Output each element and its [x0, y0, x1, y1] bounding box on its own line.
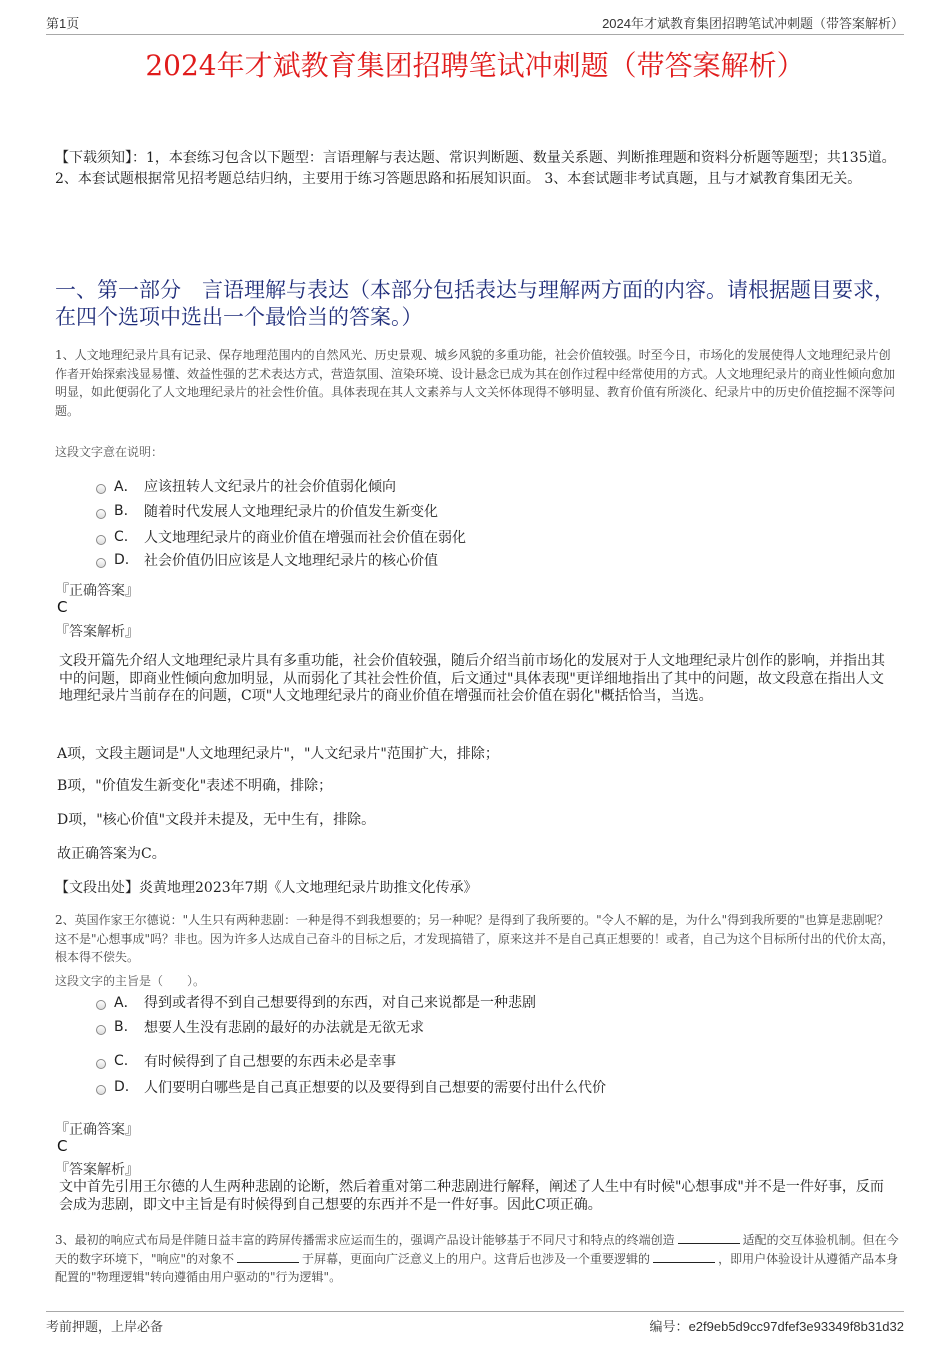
question-1-source: 【文段出处】炎黄地理2023年7期《人文地理纪录片助推文化传承》 — [55, 880, 478, 896]
question-2-option-c[interactable] — [96, 1050, 396, 1072]
radio-icon[interactable] — [96, 1025, 106, 1035]
section-heading: 一、第一部分 言语理解与表达（本部分包括表达与理解两方面的内容。请根据题目要求，在四个选项中选出一个最恰当的答案。） — [55, 278, 895, 329]
question-1-option-d[interactable] — [96, 549, 438, 571]
option-letter: B. — [114, 503, 129, 519]
option-text: 社会价值仍旧应该是人文地理纪录片的核心价值 — [144, 553, 438, 569]
question-1-note-a: A项，文段主题词是"人文地理纪录片"，"人文纪录片"范围扩大，排除； — [57, 746, 499, 762]
question-1-answer: C — [57, 598, 68, 616]
option-letter: C. — [114, 1053, 129, 1069]
option-letter: C. — [114, 529, 129, 545]
document-title: 2024年才斌教育集团招聘笔试冲刺题（带答案解析） — [145, 49, 805, 82]
radio-icon[interactable] — [96, 1085, 106, 1095]
question-1-analysis: 文段开篇先介绍人文地理纪录片具有多重功能，社会价值较强，随后介绍当前市场化的发展对于人文地理纪录片创作的影响，并指出其中的问题，即商业性倾向愈加明显，从而弱化了其社会性价值，后文通过"具体表现"更详细地指出了其中的问题，故文段意在指出人文地理纪录片当前存在的问题，C项"人文地理纪录片的商业价值在增强而社会价值在弱化"概括恰当，当选。 — [59, 653, 885, 704]
question-1-option-a[interactable] — [96, 475, 396, 497]
fill-blank-3[interactable] — [653, 1252, 715, 1263]
question-1-stem: 1、人文地理纪录片具有记录、保存地理范围内的自然风光、历史景观、城乡风貌的多重功能，社会价值较强。时至今日，市场化的发展使得人文地理纪录片创作者开始探索浅显易懂、效益性强的艺术表达方式，营造氛围、渲染环境、设计悬念已成为其在创作过程中经常使用的方式。人文地理纪录片的商业性倾向愈加明显，如此便弱化了人文地理纪录片的社会性价值。具体表现在其人文素养与人文关怀体现得不够明显、教育价值有所淡化、纪录片中的历史价值挖掘不深等问题。 — [55, 348, 896, 418]
question-1-note-d: D项，"核心价值"文段并未提及，无中生有，排除。 — [57, 812, 376, 828]
question-2-analysis-label: 『答案解析』 — [55, 1162, 139, 1178]
option-text: 得到或者得不到自己想要得到的东西，对自己来说都是一种悲剧 — [144, 995, 536, 1011]
fill-blank-1[interactable] — [678, 1233, 740, 1244]
option-letter: A． — [114, 995, 138, 1011]
header-doc-title: 2024年才斌教育集团招聘笔试冲刺题（带答案解析） — [602, 16, 904, 31]
radio-icon[interactable] — [96, 484, 106, 494]
question-2-option-d[interactable] — [96, 1076, 606, 1098]
question-2-option-a[interactable] — [96, 991, 536, 1013]
radio-icon[interactable] — [96, 558, 106, 568]
page-number: 第1页 — [46, 16, 80, 31]
option-text: 想要人生没有悲剧的最好的办法就是无欲无求 — [144, 1020, 424, 1036]
question-2-answer-label: 『正确答案』 — [55, 1122, 139, 1138]
question-3-stem: 3、最初的响应式布局是伴随日益丰富的跨屏传播需求应运而生的，强调产品设计能够基于不同尺寸和特点的终端创造 适配的交互体验机制。但在今天的数字环境下，"响应"的对象不 于屏幕，更面向广泛意义上的用户。这背后也涉及一个重要逻辑的 ，即用户体验设计从遵循产品本身配置的"物理逻辑"转向遵循由用户驱动的"行为逻辑"。 — [55, 1233, 899, 1284]
download-notice: 【下载须知】：1，本套练习包含以下题型：言语理解与表达题、常识判断题、数量关系题、判断推理题和资料分析题等题型；共135道。2、本套试题根据常见招考题总结归纳，主要用于练习答题思路和拓展知识面。 3、本套试题非考试真题，且与才斌教育集团无关。 — [55, 150, 896, 187]
option-letter: D. — [114, 552, 130, 568]
option-text: 有时候得到了自己想要的东西未必是幸事 — [144, 1054, 396, 1070]
option-text: 人们要明白哪些是自己真正想要的以及要得到自己想要的需要付出什么代价 — [144, 1080, 606, 1096]
question-1-option-b[interactable] — [96, 500, 438, 522]
question-2-answer: C — [57, 1137, 68, 1155]
page-header — [46, 12, 904, 35]
question-1-conclusion: 故正确答案为C。 — [57, 846, 166, 862]
question-1-prompt: 这段文字意在说明： — [55, 445, 164, 459]
option-text: 人文地理纪录片的商业价值在增强而社会价值在弱化 — [144, 530, 466, 546]
option-letter: D. — [114, 1079, 130, 1095]
question-2-option-b[interactable] — [96, 1016, 424, 1038]
radio-icon[interactable] — [96, 509, 106, 519]
option-letter: A． — [114, 479, 138, 495]
question-1-note-b: B项，"价值发生新变化"表述不明确，排除； — [57, 778, 333, 794]
page-footer — [46, 1311, 904, 1335]
option-text: 随着时代发展人文地理纪录片的价值发生新变化 — [144, 504, 438, 520]
question-1-option-c[interactable] — [96, 526, 466, 548]
footer-serial: 编号：e2f9eb5d9cc97dfef3e93349f8b31d32 — [649, 1319, 904, 1334]
option-text: 应该扭转人文纪录片的社会价值弱化倾向 — [144, 479, 396, 495]
option-letter: B. — [114, 1019, 129, 1035]
fill-blank-2[interactable] — [237, 1252, 299, 1263]
radio-icon[interactable] — [96, 1059, 106, 1069]
question-1-answer-label: 『正确答案』 — [55, 583, 139, 599]
question-2-analysis: 文中首先引用王尔德的人生两种悲剧的论断，然后着重对第二种悲剧进行解释，阐述了人生中有时候"心想事成"并不是一件好事，反而会成为悲剧，即文中主旨是有时候得到自己想要的东西并不是一件好事。因此C项正确。 — [59, 1179, 884, 1213]
radio-icon[interactable] — [96, 535, 106, 545]
radio-icon[interactable] — [96, 1000, 106, 1010]
question-2-stem: 2、英国作家王尔德说："人生只有两种悲剧：一种是得不到我想要的；另一种呢？是得到了我所要的。"令人不解的是，为什么"得到我所要的"也算是悲剧呢？这不是"心想事成"吗？非也。因为许多人达成自己奋斗的目标之后，才发现搞错了，原来这并不是自己真正想要的！或者，自己为这个目标所付出的代价太高，根本得不偿失。 — [55, 913, 895, 964]
question-1-analysis-label: 『答案解析』 — [55, 624, 139, 640]
footer-slogan: 考前押题，上岸必备 — [46, 1319, 164, 1334]
question-2-prompt: 这段文字的主旨是（ ）。 — [55, 974, 206, 988]
